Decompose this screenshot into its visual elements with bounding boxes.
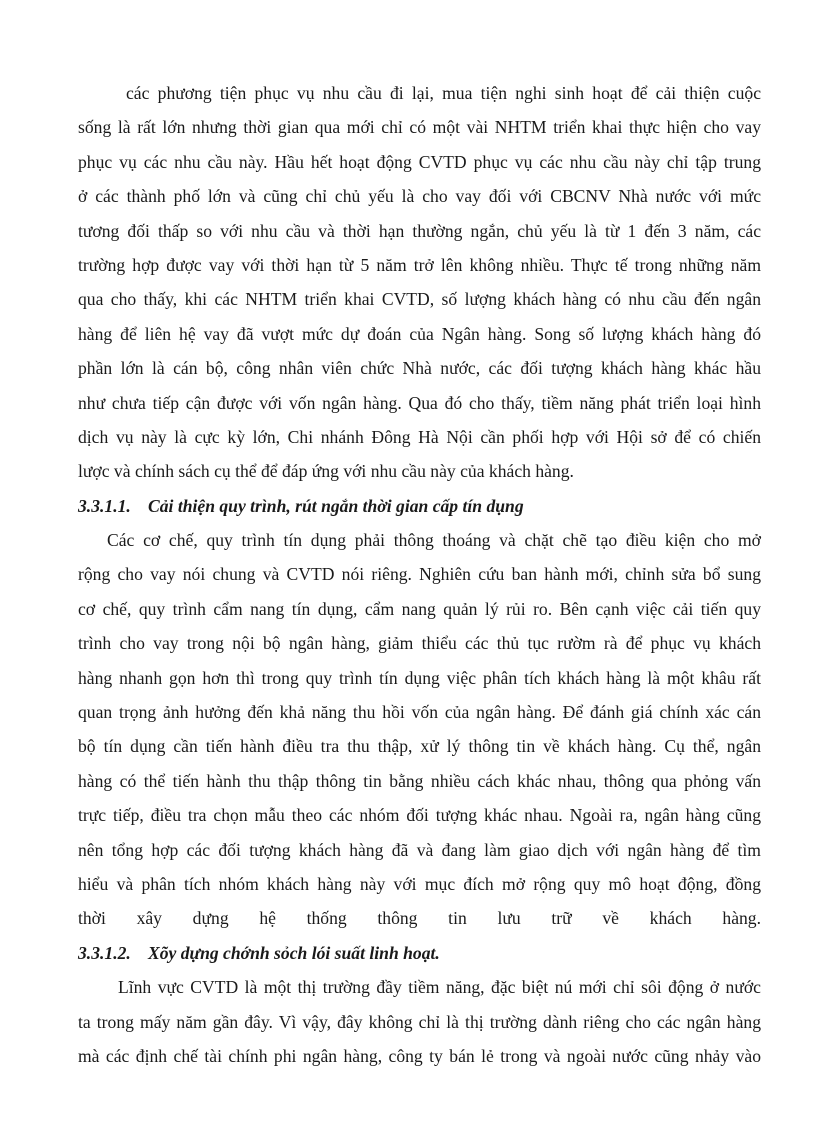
text-line: trường hợp được vay với thời hạn từ 5 năm trở lên không nhiều. Thực tế trong những năm [78,254,761,275]
text-line: phần lớn là cán bộ, công nhân viên chức Nhà nước, các đối tượng khách hàng khác hầu [78,358,761,379]
section-heading [78,489,761,523]
text-line: Lĩnh vực CVTD là một thị trường đầy tiềm năng, đặc biệt nú mới chỉ sôi động ở nước [118,977,761,998]
text-line: qua cho thấy, khi các NHTM triển khai CVTD, số lượng khách hàng có nhu cầu đến ngân [78,289,761,310]
section-number: 3.3.1.2. [78,942,131,963]
text-line: phục vụ các nhu cầu này. Hầu hết hoạt động CVTD phục vụ các nhu cầu này chỉ tập trung [78,151,761,172]
paragraph-continuation [78,76,761,489]
text-line: lược và chính sách cụ thể để đáp ứng với nhu cầu này của khách hàng. [78,461,574,482]
text-line: rộng cho vay nói chung và CVTD nói riêng. Nghiên cứu ban hành mới, chỉnh sửa bổ sung [78,564,761,585]
text-line: các phương tiện phục vụ nhu cầu đi lại, mua tiện nghi sinh hoạt để cải thiện cuộc [126,83,761,103]
text-line: bộ tín dụng cần tiến hành điều tra thu thập, xử lý thông tin về khách hàng. Cụ thể, ngân [78,736,761,757]
text-line: thời xây dựng hệ thống thông tin lưu trữ về khách hàng. [78,908,761,929]
text-line: như chưa tiếp cận được với vốn ngân hàng. Qua đó cho thấy, tiềm năng phát triển loại hình [78,392,761,413]
section-heading [78,936,761,970]
text-line: nên tổng hợp các đối tượng khách hàng đã và đang làm giao dịch với ngân hàng để tìm [78,839,761,860]
section-body [78,523,761,936]
text-line: dịch vụ này là cực kỳ lớn, Chi nhánh Đông Hà Nội cần phối hợp với Hội sở để có chiến [78,426,761,447]
text-line: Các cơ chế, quy trình tín dụng phải thông thoáng và chặt chẽ tạo điều kiện cho mở [107,530,761,551]
text-line: quan trọng ảnh hưởng đến khả năng thu hồi vốn của ngân hàng. Để đánh giá chính xác cán [78,702,761,723]
section-body [78,970,761,1073]
text-line: hàng có thể tiến hành thu thập thông tin bằng nhiều cách khác nhau, thông qua phỏng vấn [78,770,761,791]
text-line: cơ chế, quy trình cẩm nang tín dụng, cẩm nang quản lý rủi ro. Bên cạnh việc cải tiến quy [78,598,761,619]
text-line: hàng nhanh gọn hơn thì trong quy trình tín dụng việc phân tích khách hàng là một khâu rất [78,667,761,688]
text-line: hàng để liên hệ vay đã vượt mức dự đoán của Ngân hàng. Song số lượng khách hàng đó [78,323,761,344]
text-line: sống là rất lớn nhưng thời gian qua mới chỉ có một vài NHTM triển khai thực hiện cho vay [78,117,761,138]
section-title: Xõy dựng chớnh sỏch lói suất linh hoạt. [148,942,440,963]
section-number: 3.3.1.1. [78,495,131,516]
text-line: hiểu và phân tích nhóm khách hàng này với mục đích mở rộng quy mô hoạt động, đồng [78,873,761,894]
text-line: mà các định chế tài chính phi ngân hàng, công ty bán lẻ trong và ngoài nước cũng nhảy vào [78,1045,761,1066]
document-page [78,76,761,1073]
text-line: trình cho vay trong nội bộ ngân hàng, giảm thiểu các thủ tục rườm rà để phục vụ khách [78,633,761,654]
section-title: Cải thiện quy trình, rút ngắn thời gian cấp tín dụng [148,495,524,516]
text-line: ở các thành phố lớn và cũng chỉ chủ yếu là cho vay đối với CBCNV Nhà nước với mức [78,186,761,207]
text-line: tương đối thấp so với nhu cầu và thời hạn thường ngắn, chủ yếu là từ 1 đến 3 năm, các [78,220,761,241]
text-line: trực tiếp, điều tra chọn mẫu theo các nhóm đối tượng khác nhau. Ngoài ra, ngân hàng cũng [78,805,761,826]
text-line: ta trong mấy năm gần đây. Vì vậy, đây không chỉ là thị trường dành riêng cho các ngân hàng [78,1011,761,1032]
